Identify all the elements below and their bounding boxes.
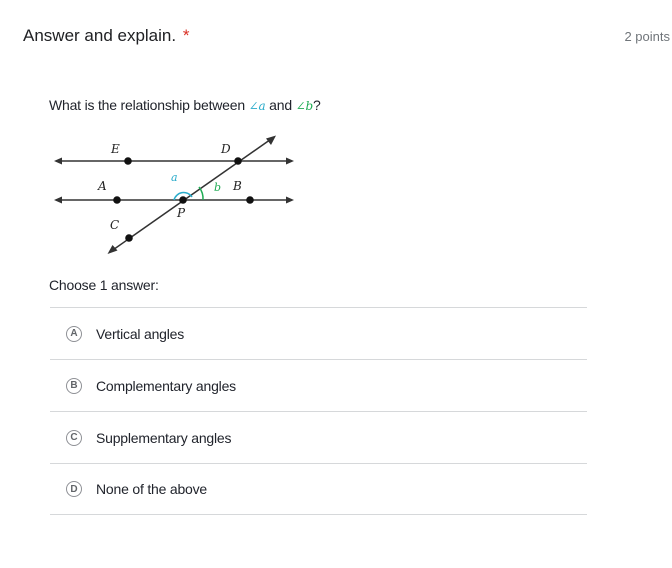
choice-c-text: Supplementary angles <box>96 429 232 446</box>
label-p: P <box>177 206 186 220</box>
question-title <box>23 26 189 46</box>
arrowheads <box>54 136 294 255</box>
choice-c[interactable] <box>50 411 587 463</box>
answer-choices <box>50 307 587 515</box>
choose-label: Choose 1 answer: <box>49 277 159 293</box>
choice-c-badge-icon: C <box>66 430 82 446</box>
choice-a-text: Vertical angles <box>96 325 185 342</box>
point-b <box>246 196 254 204</box>
choice-b[interactable] <box>50 359 587 411</box>
choice-d-badge-icon: D <box>66 481 82 497</box>
prompt-suffix: ? <box>312 97 321 113</box>
question-prompt <box>49 97 321 113</box>
choice-b-text: Complementary angles <box>96 377 236 394</box>
label-e: E <box>111 142 120 156</box>
choice-d[interactable] <box>50 463 587 515</box>
angle-a-label: ∠a <box>248 99 266 113</box>
prompt-middle: and <box>265 97 296 113</box>
point-a <box>113 196 121 204</box>
label-c: C <box>110 218 120 232</box>
label-a: A <box>98 179 107 193</box>
angle-b-label: ∠b <box>295 99 313 113</box>
label-d: D <box>221 142 231 156</box>
choice-a[interactable] <box>50 307 587 359</box>
point-c <box>125 234 133 242</box>
required-asterisk: * <box>182 26 190 45</box>
choice-d-text: None of the above <box>96 481 208 497</box>
choice-b-badge-icon: B <box>66 378 82 394</box>
point-e <box>124 157 132 165</box>
prompt-prefix: What is the relationship between <box>49 97 249 113</box>
choice-a-badge-icon: A <box>66 326 82 342</box>
transversal-line <box>110 137 274 252</box>
angle-b-arc <box>199 187 203 200</box>
label-b: B <box>233 179 242 193</box>
question-title-text: Answer and explain. <box>23 26 177 45</box>
label-angle-b: b <box>214 181 222 194</box>
label-angle-a: a <box>171 171 178 184</box>
points-label: 2 points <box>624 29 670 44</box>
point-p <box>179 196 187 204</box>
point-d <box>234 157 242 165</box>
geometry-figure <box>48 128 300 258</box>
